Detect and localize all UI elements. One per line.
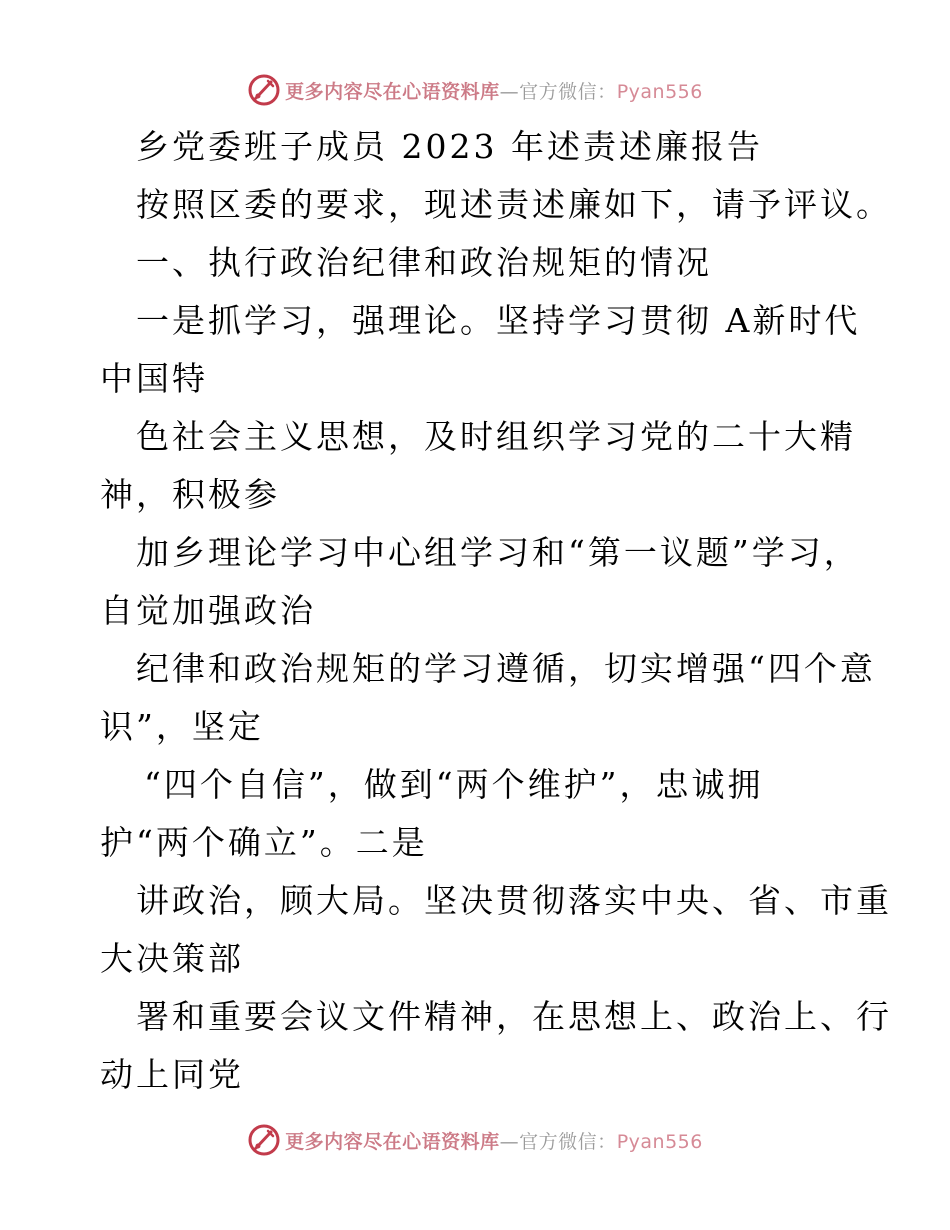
paragraph-line: 护“两个确立”。二是 <box>100 823 428 862</box>
paragraph-line: 色社会主义思想，及时组织学习党的二十大精 <box>136 417 856 456</box>
document-title: 乡党委班子成员 2023 年述责述廉报告 <box>136 127 763 166</box>
paragraph-line: 按照区委的要求，现述责述廉如下，请予评议。 <box>136 185 892 224</box>
watermark-id: Pyan556 <box>616 80 703 103</box>
pen-logo-icon <box>247 1123 281 1157</box>
paragraph-line: 一是抓学习，强理论。坚持学习贯彻 A新时代 <box>136 301 861 340</box>
paragraph-line: “四个自信”，做到“两个维护”，忠诚拥 <box>144 765 764 804</box>
watermark-id: Pyan556 <box>616 1130 703 1153</box>
paragraph-line: 讲政治，顾大局。坚决贯彻落实中央、省、市重 <box>136 881 892 920</box>
watermark-main-text: 更多内容尽在心语资料库 <box>285 80 500 103</box>
paragraph-line: 自觉加强政治 <box>100 591 316 630</box>
paragraph-line: 署和重要会议文件精神，在思想上、政治上、行 <box>136 997 892 1036</box>
footer-watermark <box>0 1120 950 1160</box>
section-heading: 一、执行政治纪律和政治规矩的情况 <box>136 243 712 282</box>
document-body <box>100 118 892 1104</box>
paragraph-line: 动上同党 <box>100 1055 244 1094</box>
watermark-main-text: 更多内容尽在心语资料库 <box>285 1130 500 1153</box>
paragraph-line: 中国特 <box>100 359 208 398</box>
paragraph-line: 大决策部 <box>100 939 244 978</box>
watermark-separator: — <box>499 80 520 103</box>
paragraph-line: 加乡理论学习中心组学习和“第一议题”学习， <box>136 533 860 572</box>
paragraph-line: 神，积极参 <box>100 475 280 514</box>
header-watermark <box>0 70 950 110</box>
pen-logo-icon <box>247 73 281 107</box>
watermark-label: 官方微信： <box>519 1130 617 1153</box>
watermark-separator: — <box>499 1130 520 1153</box>
paragraph-line: 纪律和政治规矩的学习遵循，切实增强“四个意 <box>136 649 876 688</box>
watermark-label: 官方微信： <box>519 80 617 103</box>
paragraph-line: 识”，坚定 <box>100 707 264 746</box>
